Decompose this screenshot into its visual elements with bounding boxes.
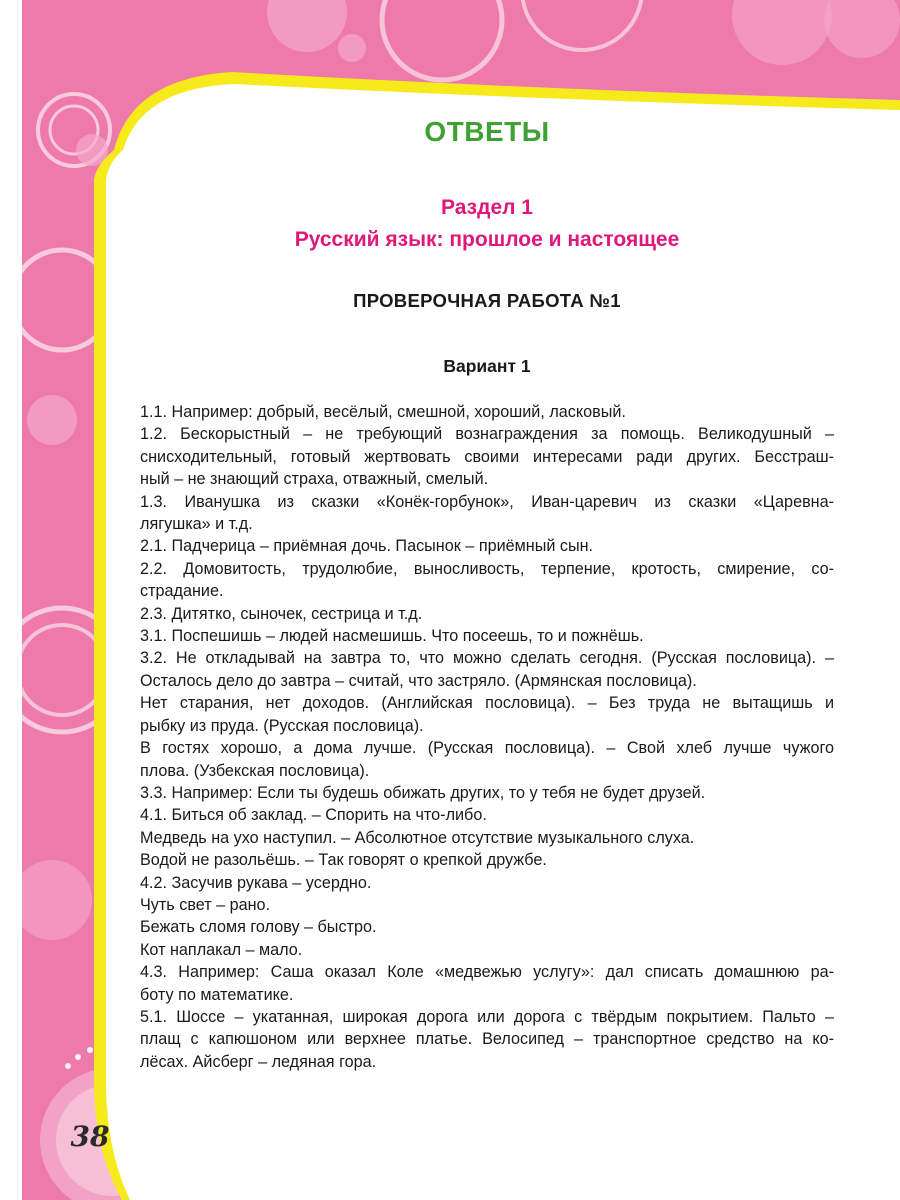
section-heading — [140, 192, 834, 256]
answer-line: 2.3. Дитятко, сыночек, сестрица и т.д. — [140, 604, 423, 623]
variant-title: Вариант 1 — [443, 356, 531, 376]
answer-line: Медведь на ухо наступил. – Абсолютное отсутствие музыкального слуха. — [140, 828, 695, 847]
answer-line: лягушка» и т.д. — [140, 515, 253, 534]
answers-list — [140, 401, 834, 1073]
answer-line: 1.1. Например: добрый, весёлый, смешной, хороший, ласковый. — [140, 403, 626, 421]
answer-line: ный – не знающий страха, отважный, смелый. — [140, 470, 489, 489]
answer-line: 2.1. Падчерица – приёмная дочь. Пасынок – приёмный сын. — [140, 537, 594, 556]
section-name: Русский язык: прошлое и настоящее — [294, 228, 680, 251]
answer-line: плова. (Узбекская пословица). — [140, 761, 370, 780]
answer-line: рыбку из пруда. (Русская пословица). — [140, 716, 424, 735]
answer-line: 4.1. Биться об заклад. – Спорить на что-либо. — [140, 806, 487, 825]
answer-line: плащ с капюшоном или верхнее платье. Велосипед – транспортное средство на ко- — [140, 1030, 834, 1049]
answer-line: лёсах. Айсберг – ледяная гора. — [140, 1052, 377, 1071]
answer-line: 4.3. Например: Саша оказал Коле «медвежью услугу»: дал списать домашнюю ра- — [140, 963, 834, 982]
answer-line: Водой не разольёшь. – Так говорят о крепкой дружбе. — [140, 851, 547, 870]
answer-line: 3.1. Поспешишь – людей насмешишь. Что посеешь, то и пожнёшь. — [140, 627, 644, 646]
answer-line: 5.1. Шоссе – укатанная, широкая дорога или дорога с твёрдым покрытием. Пальто – — [140, 1007, 834, 1026]
answer-line: В гостях хорошо, а дома лучше. (Русская пословица). – Свой хлеб лучше чужого — [140, 739, 834, 758]
page-title: ОТВЕТЫ — [424, 116, 550, 147]
answer-line: Нет старания, нет доходов. (Английская пословица). – Без труда не вытащишь и — [140, 694, 834, 713]
answer-line: 1.3. Иванушка из сказки «Конёк-горбунок», Иван-царевич из сказки «Царевна- — [140, 492, 834, 511]
answer-line: снисходительный, готовый жертвовать своими интересами ради других. Бесстраш- — [140, 447, 834, 466]
answer-line: 1.2. Бескорыстный – не требующий вознаграждения за помощь. Великодушный – — [140, 425, 834, 444]
answer-line: 4.2. Засучив рукава – усердно. — [140, 873, 372, 892]
answer-line: 2.2. Домовитость, трудолюбие, выносливость, терпение, кротость, смирение, со- — [140, 559, 834, 578]
answer-line: 3.2. Не откладывай на завтра то, что можно сделать сегодня. (Русская пословица). – — [140, 649, 834, 668]
page-number: 38 — [70, 1120, 110, 1153]
answer-line: боту по математике. — [140, 985, 294, 1004]
answer-line: Бежать сломя голову – быстро. — [140, 918, 377, 937]
answer-line: Кот наплакал – мало. — [140, 940, 303, 959]
section-number: Раздел 1 — [441, 196, 533, 219]
test-title: ПРОВЕРОЧНАЯ РАБОТА №1 — [353, 290, 621, 311]
answer-line: страдание. — [140, 582, 224, 601]
answer-line: 3.3. Например: Если ты будешь обижать других, то у тебя не будет друзей. — [140, 783, 706, 802]
answer-line: Чуть свет – рано. — [140, 895, 271, 914]
answer-line: Осталось дело до завтра – считай, что застряло. (Армянская пословица). — [140, 671, 697, 690]
